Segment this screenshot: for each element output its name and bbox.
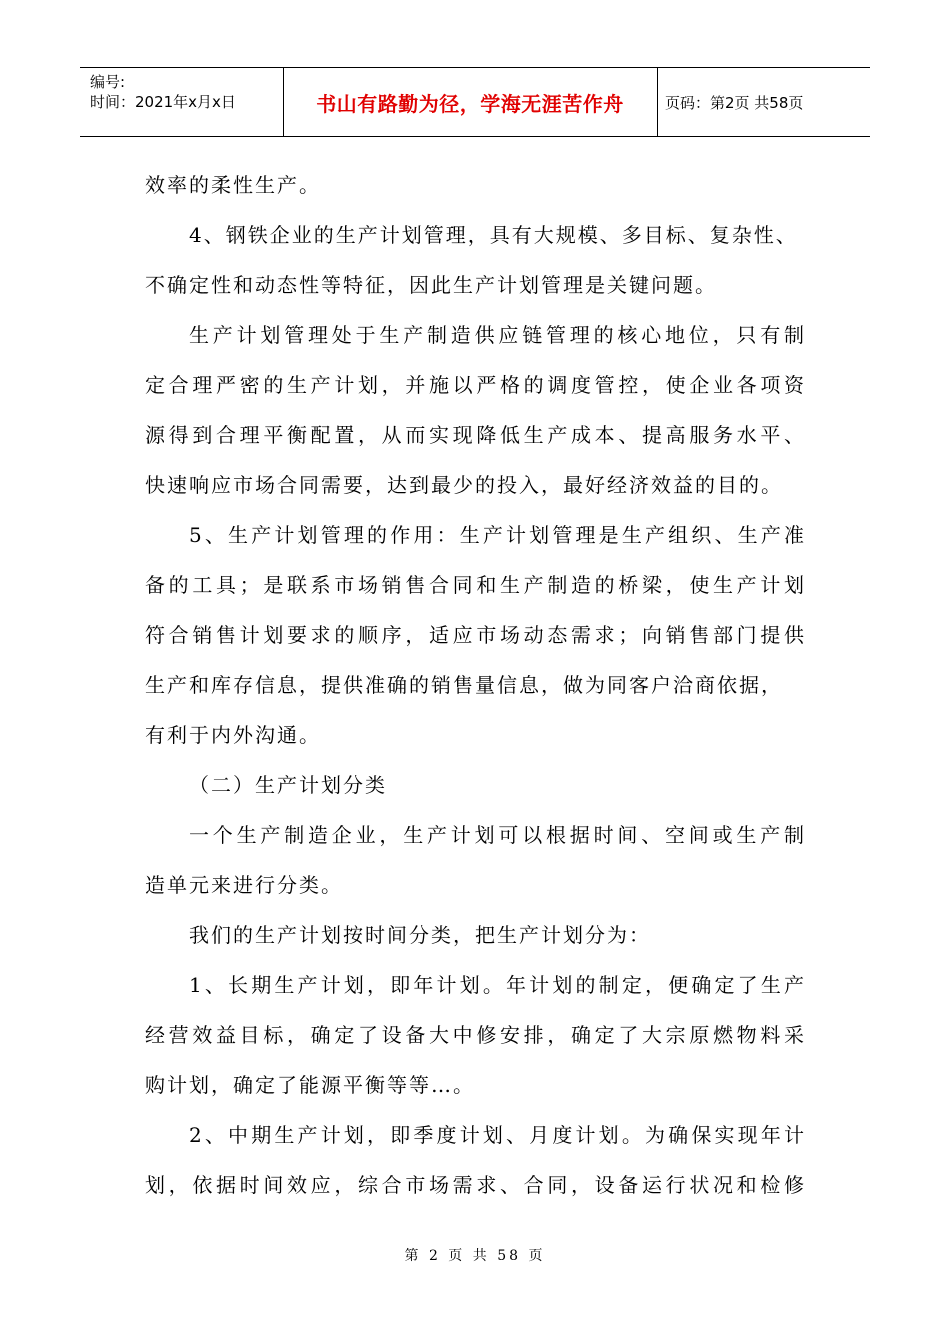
header-page-cell	[657, 68, 870, 136]
page-header	[80, 67, 870, 137]
header-motto-cell	[283, 68, 658, 136]
body-line: 快速响应市场合同需要，达到最少的投入，最好经济效益的目的。	[145, 473, 783, 497]
body-line: 备的工具；是联系市场销售合同和生产制造的桥梁，使生产计划	[145, 573, 805, 597]
body-line: 生产和库存信息，提供准确的销售量信息，做为同客户洽商依据，	[145, 673, 783, 697]
document-date: 时间：2021年x月x日	[90, 93, 236, 111]
body-line: 一个生产制造企业，生产计划可以根据时间、空间或生产制	[189, 823, 805, 847]
header-page-info: 页码：第2页 共58页	[665, 93, 804, 112]
body-line: 经营效益目标，确定了设备大中修安排，确定了大宗原燃物料采	[145, 1023, 805, 1047]
body-line: 造单元来进行分类。	[145, 873, 343, 897]
body-line: 1、长期生产计划，即年计划。年计划的制定，便确定了生产	[189, 973, 805, 997]
body-line: 定合理严密的生产计划，并施以严格的调度管控，使企业各项资	[145, 373, 805, 397]
body-line: 效率的柔性生产。	[145, 173, 321, 197]
body-line: 我们的生产计划按时间分类，把生产计划分为：	[189, 923, 651, 947]
document-number-label: 编号:	[90, 73, 126, 91]
document-body	[145, 160, 805, 1210]
body-line: 源得到合理平衡配置，从而实现降低生产成本、提高服务水平、	[145, 423, 805, 447]
body-line: 2、中期生产计划，即季度计划、月度计划。为确保实现年计	[189, 1123, 805, 1147]
body-line: 购计划，确定了能源平衡等等…。	[145, 1073, 475, 1097]
body-line: 生产计划管理处于生产制造供应链管理的核心地位，只有制	[189, 323, 805, 347]
body-line: 不确定性和动态性等特征，因此生产计划管理是关键问题。	[145, 273, 717, 297]
body-line: 4、钢铁企业的生产计划管理，具有大规模、多目标、复杂性、	[189, 223, 798, 247]
header-meta	[80, 68, 284, 136]
body-line: 划，依据时间效应，综合市场需求、合同，设备运行状况和检修	[145, 1173, 805, 1197]
header-motto: 书山有路勤为径，学海无涯苦作舟	[316, 91, 624, 116]
body-line: 有利于内外沟通。	[145, 723, 321, 747]
body-line: 5、生产计划管理的作用：生产计划管理是生产组织、生产准	[189, 523, 805, 547]
page-footer: 第 2 页 共 58 页	[404, 1248, 546, 1264]
section-heading: （二）生产计划分类	[189, 773, 387, 797]
body-line: 符合销售计划要求的顺序，适应市场动态需求；向销售部门提供	[145, 623, 805, 647]
